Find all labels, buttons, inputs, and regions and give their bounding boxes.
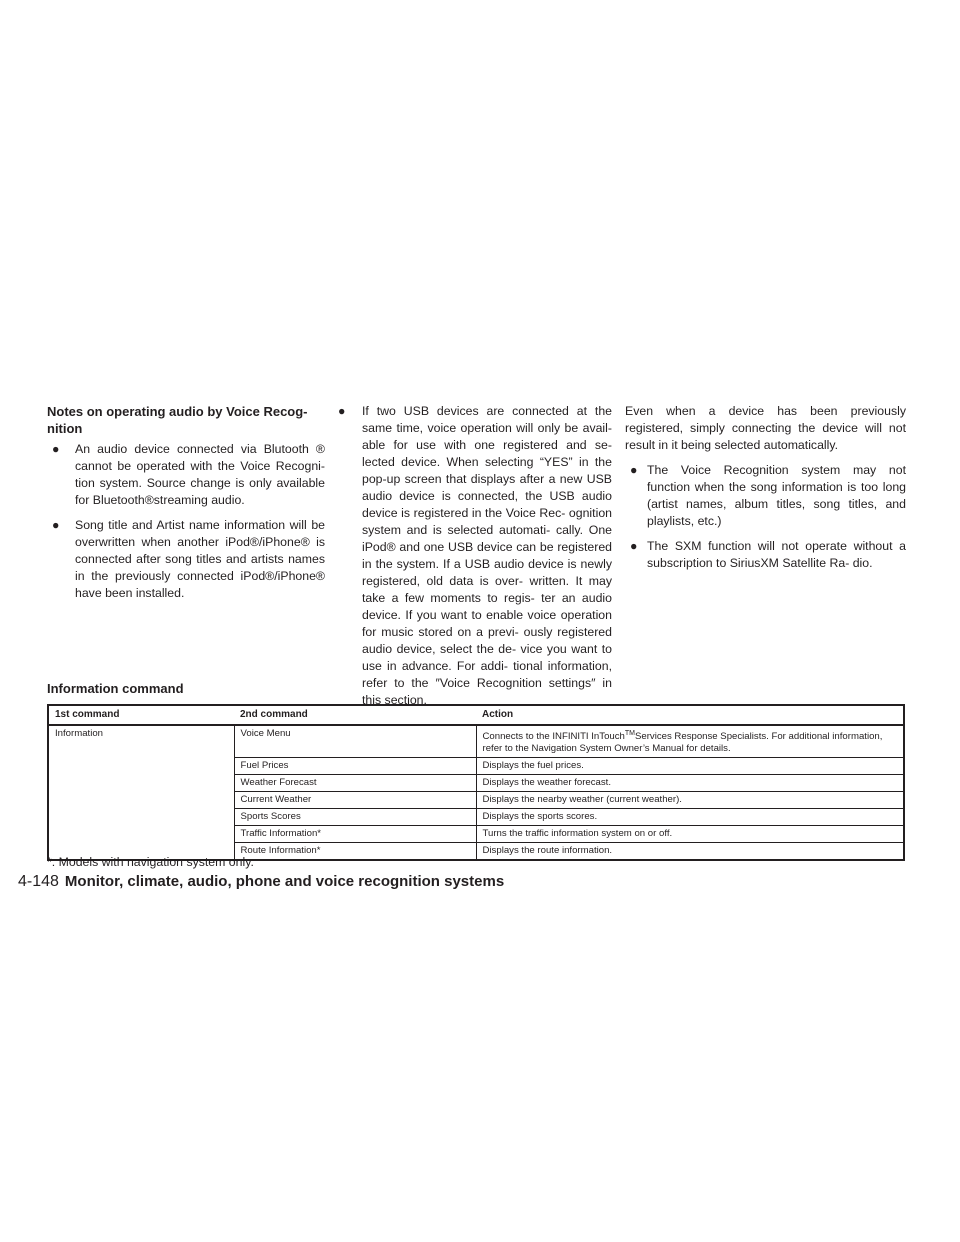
bullet-icon: ● xyxy=(630,539,638,553)
first-command-cell: Information xyxy=(48,725,234,860)
column-2 xyxy=(338,403,612,717)
second-command-cell: Traffic Information* xyxy=(234,826,476,843)
section-title: Information command xyxy=(47,681,184,696)
note-bullet: ● The Voice Recognition system may not function when the song information is too long (artist names, album titles, song titles, and playlists, etc.) xyxy=(630,463,906,528)
page-number: 4-148 xyxy=(18,873,59,890)
note-bullet: ● The SXM function will not operate without a subscription to SiriusXM Satellite Ra- dio. xyxy=(630,539,906,570)
column-header: Action xyxy=(476,705,904,725)
note-bullet: ● Song title and Artist name information will be overwritten when another iPod®/iPhone® is connected after song titles and artists names in the previously connected iPod®/iPhone® have been installed. xyxy=(52,518,325,600)
page-footer xyxy=(18,873,504,891)
bullet-icon: ● xyxy=(338,404,346,418)
second-command-cell: Weather Forecast xyxy=(234,775,476,792)
action-cell: Displays the nearby weather (current weather). xyxy=(476,792,904,809)
second-command-cell: Current Weather xyxy=(234,792,476,809)
column-header: 2nd command xyxy=(234,705,476,725)
action-cell: Turns the traffic information system on or off. xyxy=(476,826,904,843)
table-row xyxy=(48,725,904,758)
action-cell: Displays the weather forecast. xyxy=(476,775,904,792)
note-bullet: ● An audio device connected via Blutooth ® cannot be operated with the Voice Recogni- tion system. Source change is only available for Bluetooth®streaming audio. xyxy=(52,442,325,507)
action-cell: Displays the route information. xyxy=(482,845,613,857)
chapter-title: Monitor, climate, audio, phone and voice recognition systems xyxy=(64,873,505,890)
action-cell: Displays the sports scores. xyxy=(476,809,904,826)
table-header-row xyxy=(48,705,904,725)
note-bullet: ● If two USB devices are connected at the same time, voice operation will only be avail- able for use with one registered and se- lected device. When selecting “YES” in the pop-up screen that displays after a new USB audio device is connected, the USB audio device is registered in the Voice Rec- ognition system and is selected automati- cally. One iPod® and one USB device can be registered in the system. If a USB audio device is newly registered, old data is over- written. It may take a few moments to regis- ter an audio device. If you want to enable voice operation for music stored on a previ- ously registered audio device, select the de- vice you want to use in advance. For addi- tional information, refer to the ″Voice Recognition settings″ in this section. xyxy=(338,404,612,707)
column-header: 1st command xyxy=(48,705,234,725)
second-command-cell: Voice Menu xyxy=(234,725,476,758)
second-command-cell: Route Information* xyxy=(234,843,476,861)
bullet-icon: ● xyxy=(52,442,60,456)
bullet-icon: ● xyxy=(630,463,638,477)
bullet-icon: ● xyxy=(52,518,60,532)
footnote: *: Models with navigation system only. xyxy=(47,855,254,869)
note-paragraph: Even when a device has been previously registered, simply connecting the device will not result in it being selected automatically. xyxy=(625,404,906,452)
column-1 xyxy=(47,403,325,610)
second-command-cell: Sports Scores xyxy=(234,809,476,826)
action-cell: Displays the fuel prices. xyxy=(476,758,904,775)
column-3 xyxy=(625,403,906,580)
action-cell: Connects to the INFINITI InTouch™Services Response Specialists. For additional information, refer to the Navigation System Owner’s Manual for details. xyxy=(476,725,904,758)
second-command-cell: Fuel Prices xyxy=(234,758,476,775)
information-command-table xyxy=(47,704,905,861)
notes-heading: Notes on operating audio by Voice Recog- nition xyxy=(47,404,308,436)
